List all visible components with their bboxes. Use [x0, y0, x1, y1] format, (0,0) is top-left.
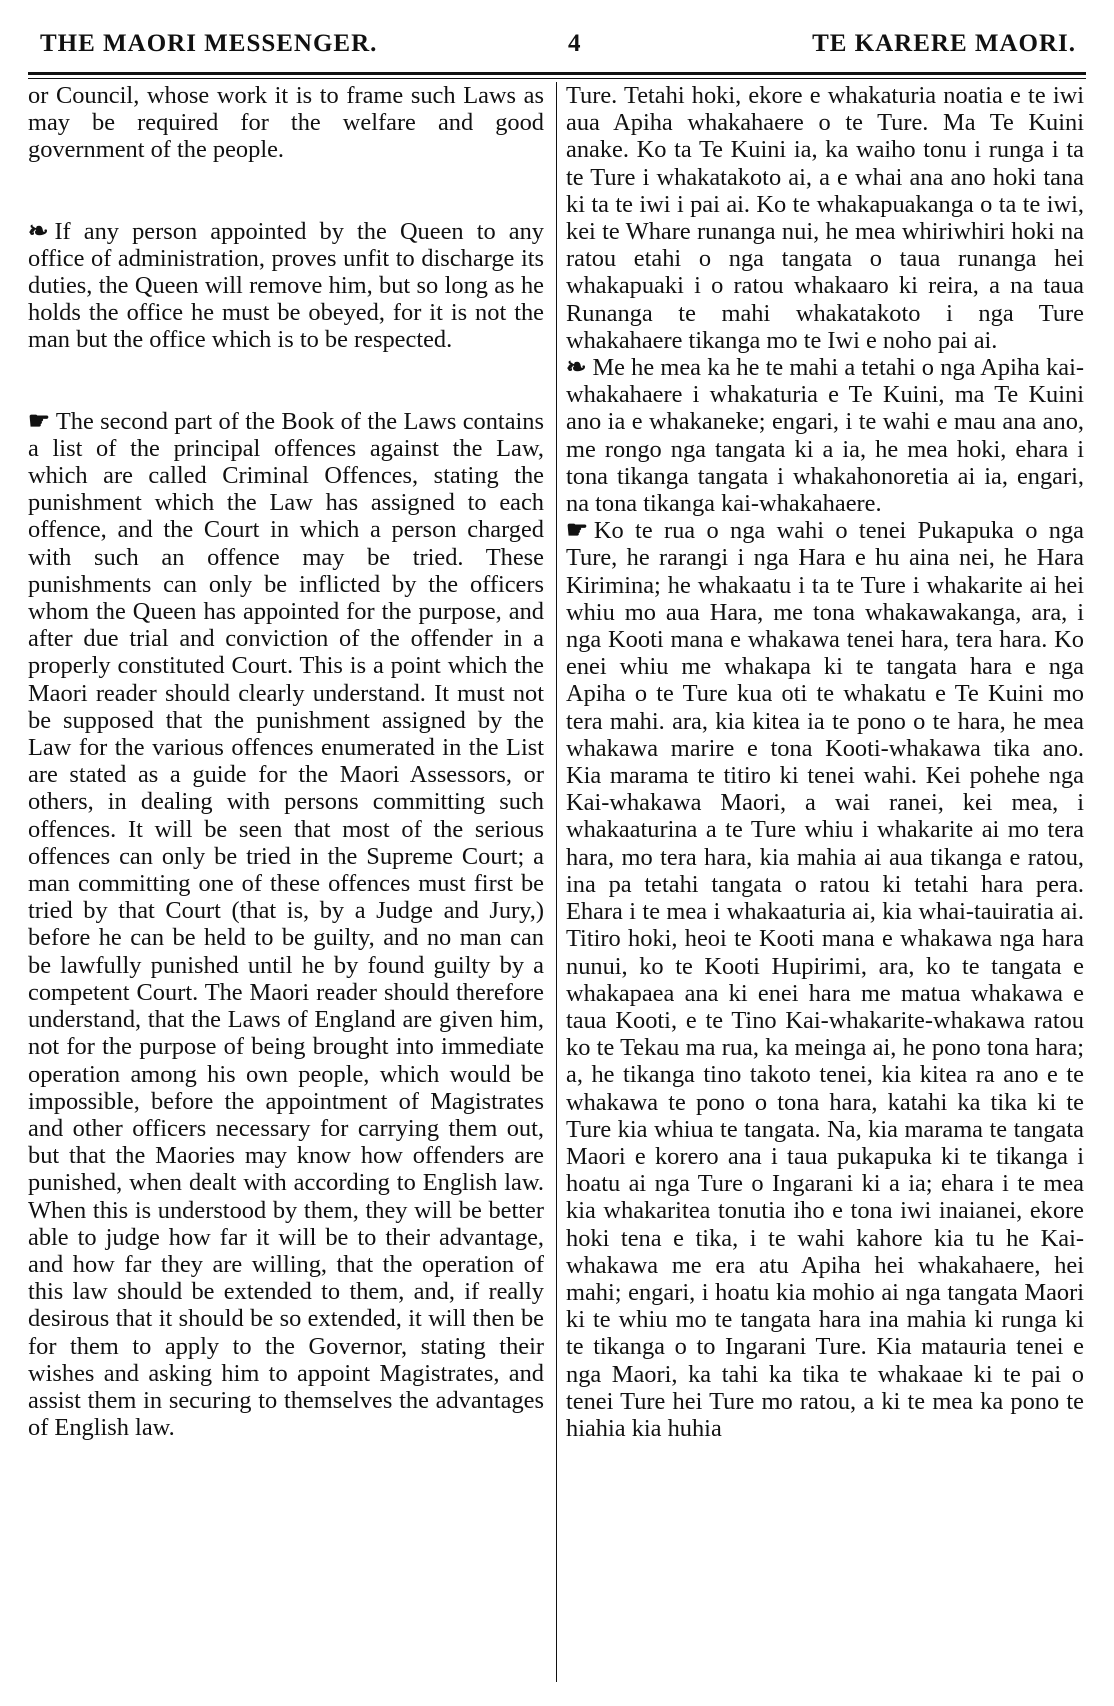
- maori-paragraph-hara-text: Ko te rua o nga wahi o tenei Pukapuka o nga Ture, he rarangi i nga Hara e hu aina nei, he Hara Kirimina; he whakaatu i ta te Ture i whakarite ai hei whiu mo aua Hara, me tona whakawakanga, ara, i nga Kooti mana e whakawa tenei hara, tera hara. Ko enei whiu me whakapa ki te tangata hara e nga Apiha o te Ture kua oti te whakatu e Te Kuini mo tera mahi. ara, kia kitea ia te pono o te hara, he mea whakawa marire e tona Kooti-whakawa tika ano. Kia marama te titiro ki tenei wahi. Kei pohehe nga Kai-whakawa Maori, a wai ranei, kei mea, i whakaaturina a te Ture whiu i whakarite ai mo tera hara, mo tera hara, kia mahia ai aua tikanga e ratou, ina pa tetahi tangata o ratou ki tetahi hara pera. Ehara i te mea i whakaaturia ai, kia whai-tauiratia ai. Titiro hoki, heoi te Kooti mana e whakawa nga hara nunui, ko te Kooti Hupirimi, ara, ko te tangata e whakapaea ana ki enei hara me matua whakawa e taua Kooti, e te Tino Kai-whakarite-whakawa ratou ko te Tekau ma rua, ka meinga ai, he pono tona hara; a, he tikanga tino takoto tenei, kia kitea ra ano e te whakawa te pono o tona hara, katahi ka tika ki te Ture kia whiua te tangata. Na, kia marama te tangata Maori e korero ana i taua pukapuka ki te tikanga i hoatu ai nga Ture o Ingarani ki a ia; ehara i te mea kia whakaritea tonutia iho e tona iwi inaianei, ekore hoki tena e tika, i te wahi kahore kia tu he Kai-whakawa me era atu Apiha hei whakahaere, hei mahi; engari, i hoatu kia mohio ai nga tangata Maori ki te whiu mo te tangata hara ina mahia ki runga ki te tikanga o to Ingarani Ture. Kia matauria tenei e nga Maori, ka tahi ka tika te whakaae ki te pai o tenei Ture hei Ture mo ratou, a ki te mea ka pono te hiahia kia huhia: [566, 517, 1084, 1442]
- english-paragraph-offences-text: The second part of the Book of the Laws contains a list of the principal offences against the Law, which are called Criminal Offences, stating the punishment which the Law has assigned to each offence, and the Court in which a person charged with such an offence may be tried. These punishments can only be inflicted by the officers whom the Queen has appointed for the purpose, and after due trial and conviction of the offender in a properly constituted Court. This is a point which the Maori reader should clearly understand. It must not be supposed that the punishment assigned by the Law for the various offences enumerated in the List are stated as a guide for the Maori Assessors, or others, in dealing with persons committing such offences. It will be seen that most of the serious offences can only be tried in the Supreme Court; a man committing one of these offences must first be tried by that Court (that is, by a Judge and Jury,) before he can be held to be guilty, and no man can be lawfully punished until he by found guilty by a competent Court. The Maori reader should therefore understand, that the Laws of England are given him, not for the purpose of being brought into immediate operation among his own people, which would be impossible, before the appointment of Magistrates and other officers necessary for carrying them out, but that the Maories may know how offenders are punished, when dealt with according to English law. When this is understood by them, they will be better able to judge how far it will be to their advantage, and how far they are willing, that the operation of this law should be extended to them, and, if really desirous that it should be so extended, it will then be for them to apply to the Governor, stating their wishes and asking him to appoint Magistrates, and assist them in securing to themselves the advantages of English law.: [28, 407, 544, 1442]
- header-rule-thin: [28, 78, 1086, 79]
- english-paragraph-officers: [28, 218, 544, 354]
- maori-column: [566, 82, 1084, 1442]
- paragraph-mark-icon: ❧: [566, 354, 587, 382]
- page-header: [40, 24, 1080, 64]
- english-masthead: THE MAORI MESSENGER.: [40, 30, 378, 57]
- english-column: [28, 82, 544, 1441]
- pointing-hand-icon: ☛: [28, 407, 50, 435]
- maori-paragraph-apiha-text: Me he mea ka he te mahi a tetahi o nga Apiha kai-whakahaere i whakaturia e Te Kuini, ma Te Kuini ano ia e whakaneke; engari, i te wahi e mau ana ano, me rongo nga tangata ki a ia, he mea hoki, ehara i tona tikanga tangata i whakahonoretia ai ia, engari, na tona tikanga kai-whakahaere.: [566, 354, 1084, 518]
- maori-masthead: TE KARERE MAORI.: [812, 30, 1076, 57]
- column-divider: [556, 82, 557, 1682]
- maori-paragraph-hara: [566, 517, 1084, 1442]
- maori-paragraph-apiha: [566, 354, 1084, 517]
- pointing-hand-icon: ☛: [566, 517, 588, 545]
- maori-paragraph-ture: Ture. Tetahi hoki, ekore e whakaturia noatia e te iwi aua Apiha whakahaere o te Ture. Ma Te Kuini anake. Ko ta Te Kuini ia, ka waiho tonu i runga i ta te Ture i whakatakoto ai, a e whai ana ano hoki tana ki ta te iwi i pai ai. Ko te whakapuakanga o ta te iwi, kei te Whare runanga nui, he mea whiriwhiri hoki na ratou etahi o nga tangata o taua runanga hei whakapuaki i o ratou whakaaro ki reira, a na taua Runanga te mahi whakatakoto i nga Ture whakahaere tikanga mo te Iwi e noho pai ai.: [566, 82, 1084, 354]
- paragraph-mark-icon: ❧: [28, 217, 49, 245]
- english-paragraph-offences: [28, 408, 544, 1442]
- english-paragraph-officers-text: If any person appointed by the Queen to any office of administration, proves unfit to discharge its duties, the Queen will remove him, but so long as he holds the office he must be obeyed, for it is not the man but the office which is to be respected.: [28, 217, 544, 354]
- page-number: 4: [568, 30, 582, 57]
- english-paragraph-council: or Council, whose work it is to frame such Laws as may be required for the welfare and good government of the people.: [28, 82, 544, 164]
- header-rule: [28, 72, 1086, 75]
